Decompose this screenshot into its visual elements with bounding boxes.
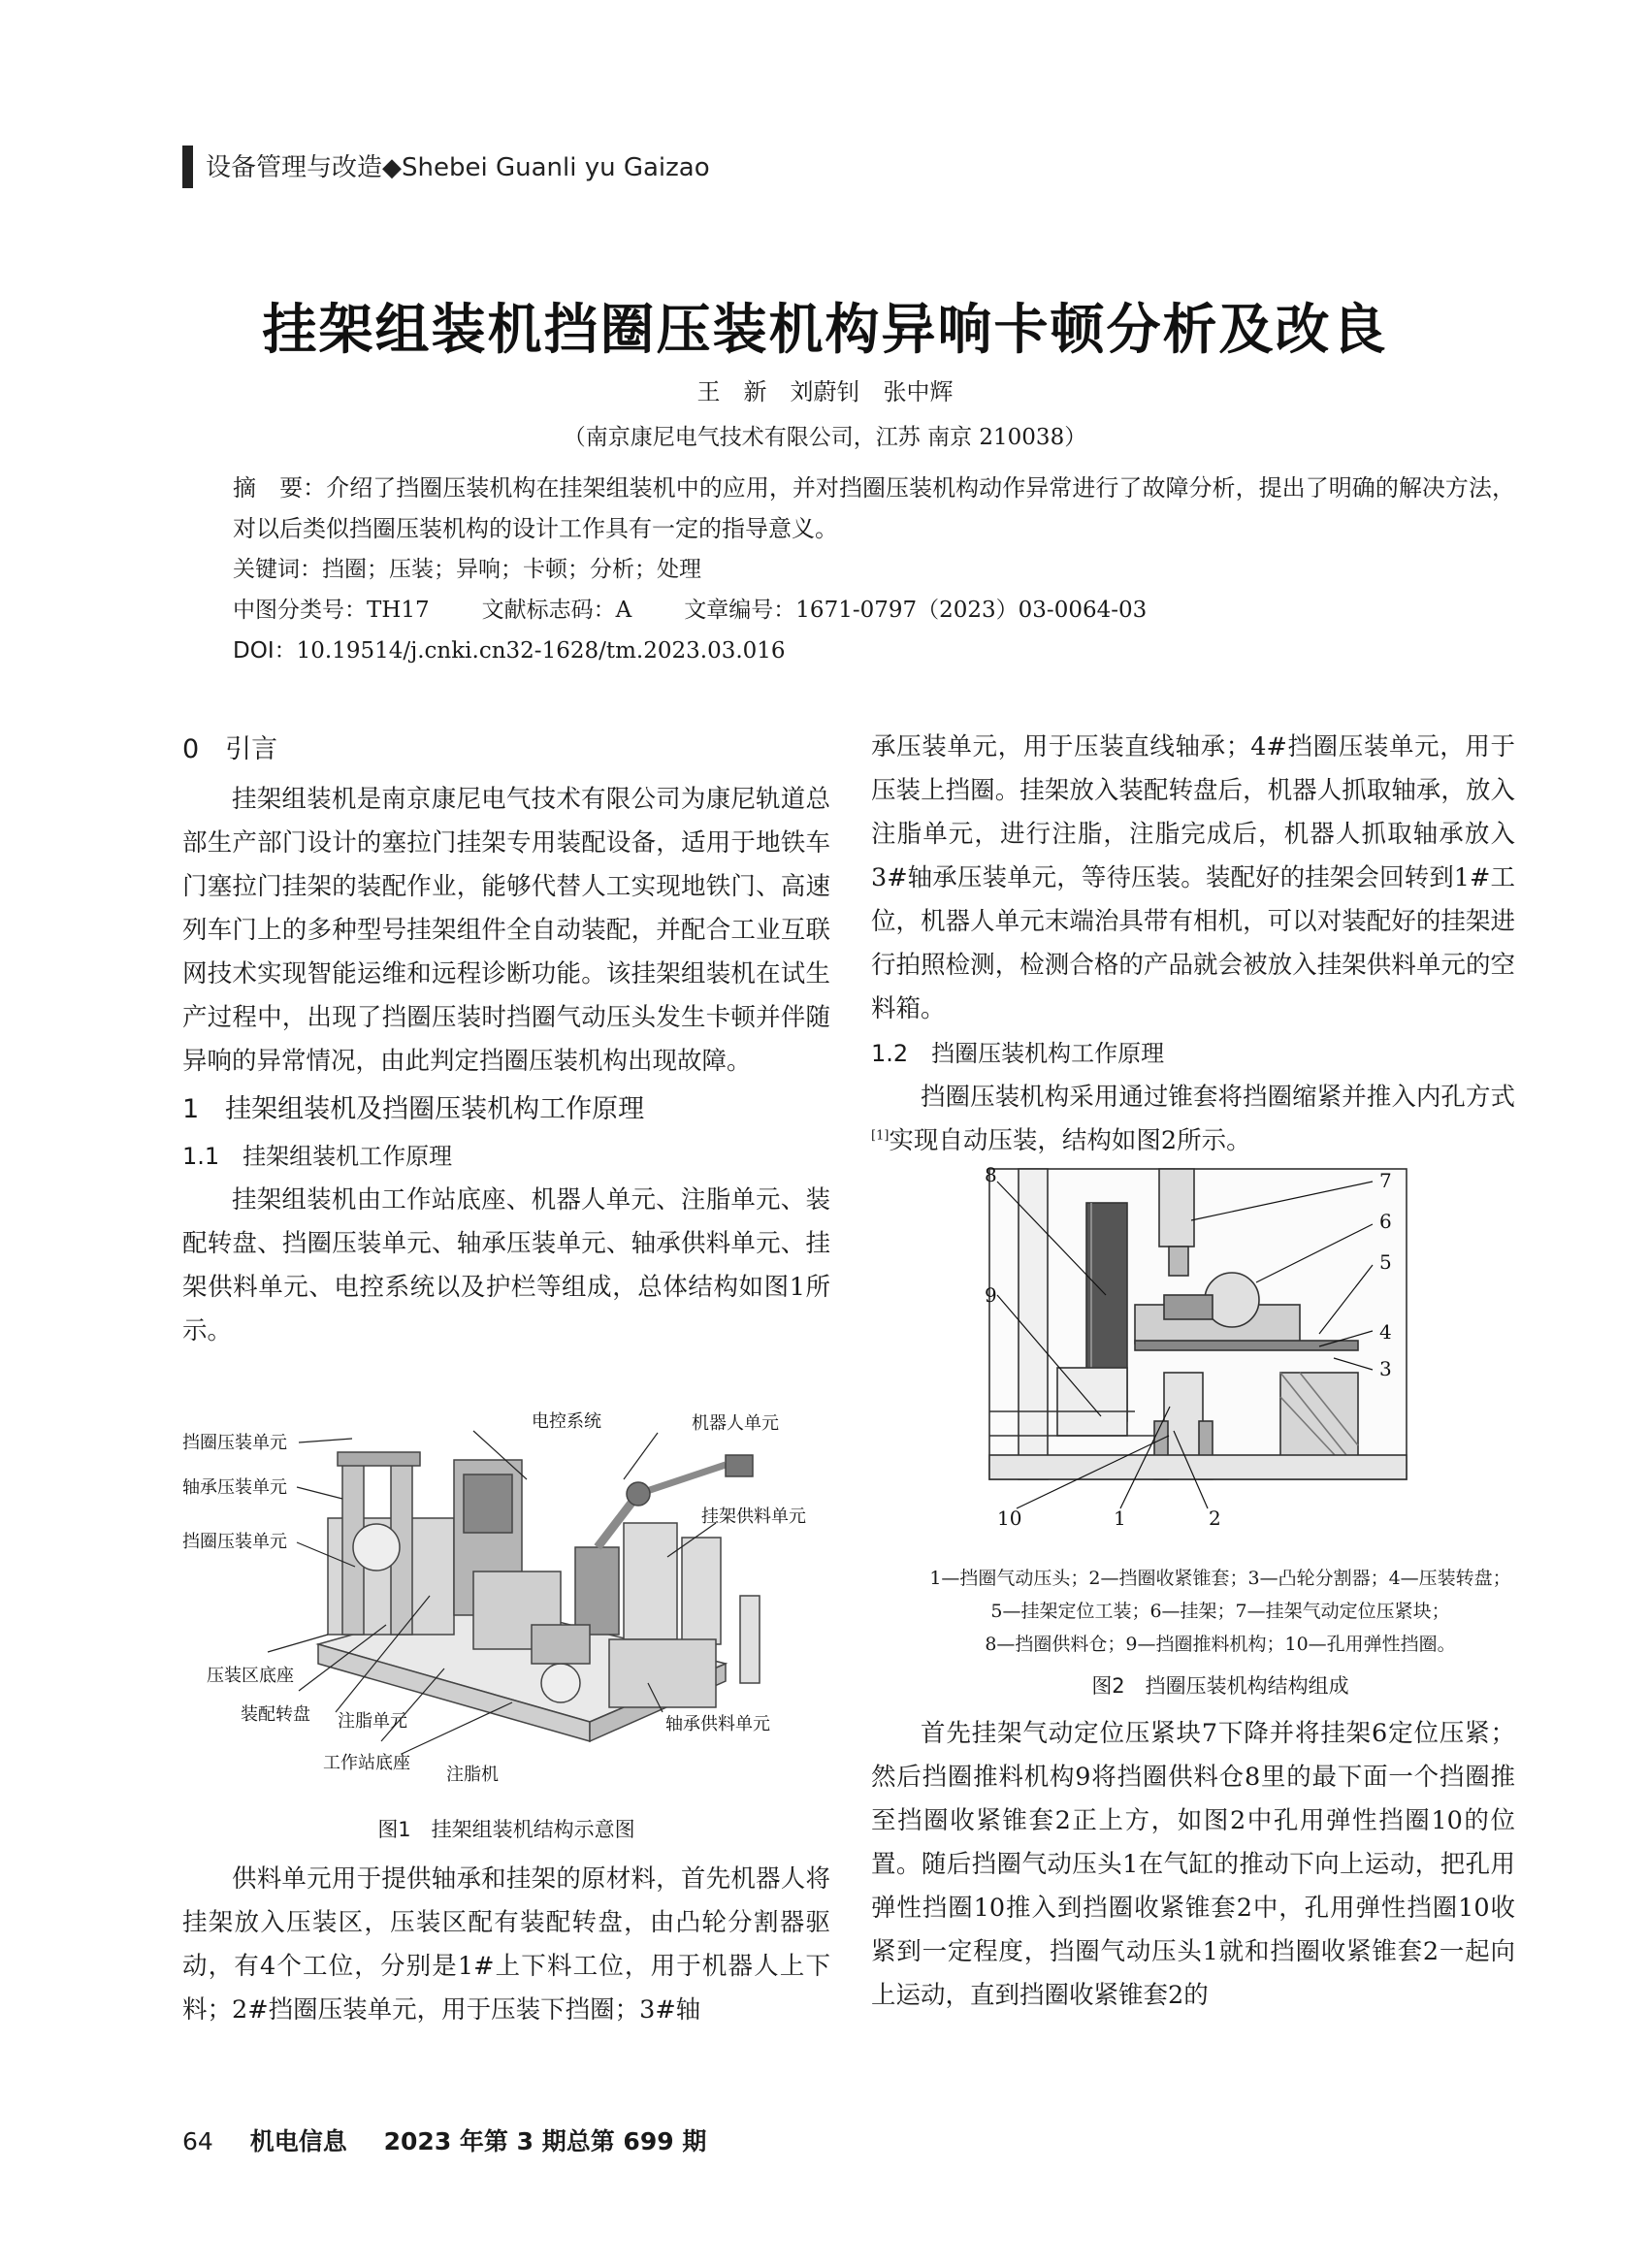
- clc-label: 中图分类号：: [233, 598, 367, 623]
- figure-2-legend-line: 8—挡圈供料仓；9—挡圈推料机构；10—孔用弹性挡圈。: [985, 1634, 1456, 1655]
- abstract-block: [233, 468, 1515, 671]
- figure-1-label-retaining-ring-unit-b: 挡圈压装单元: [182, 1532, 287, 1552]
- figure-1-label-station-base: 工作站底座: [323, 1753, 410, 1773]
- left-column-bottom: [182, 1858, 830, 2032]
- section-1-heading: 1 挂架组装机及挡圈压装机构工作原理: [182, 1094, 645, 1124]
- running-header: 设备管理与改造◆Shebei Guanli yu Gaizao: [206, 153, 710, 182]
- article-authors: 王 新 刘蔚钊 张中辉: [696, 378, 954, 405]
- page-number: 64: [182, 2127, 213, 2155]
- principle-text-b: 实现自动压装，结构如图2所示。: [889, 1126, 1251, 1155]
- doi-label: DOI：: [233, 638, 297, 664]
- clc-value: TH17: [367, 598, 430, 623]
- turntable-paragraph: 承压装单元，用于压装直线轴承；4#挡圈压装单元，用于压装上挡圈。挂架放入装配转盘后，机器人抓取轴承，放入注脂单元，进行注脂，注脂完成后，机器人抓取轴承放入3#轴承压装单元，等待压装。装配好的挂架会回转到1#工位，机器人单元末端治具带有相机，可以对装配好的挂架进行拍照检测，检测合格的产品就会被放入挂架供料单元的空料箱。: [871, 732, 1515, 1023]
- figure-2-label-2: 2: [1209, 1507, 1221, 1530]
- journal-name: 机电信息: [249, 2127, 347, 2155]
- figure-1-label-press-base: 压装区底座: [207, 1666, 294, 1686]
- operation-paragraph: 首先挂架气动定位压紧块7下降并将挂架6定位压紧；然后挡圈推料机构9将挡圈供料仓8里的最下面一个挡圈推至挡圈收紧锥套2正上方，如图2中孔用弹性挡圈10的位置。随后挡圈气动压头1在气缸的推动下向上运动，把孔用弹性挡圈10推入到挡圈收紧锥套2中，孔用弹性挡圈10收紧到一定程度，挡圈气动压头1就和挡圈收紧锥套2一起向上运动，直到挡圈收紧锥套2的: [871, 1719, 1515, 2010]
- left-column-top: [182, 726, 830, 1353]
- classification-line: [233, 590, 1515, 631]
- section-1-2-heading: 1.2 挡圈压装机构工作原理: [871, 1040, 1165, 1067]
- keywords: [233, 549, 1515, 590]
- page-footer: [182, 2122, 706, 2157]
- section-1-1-heading: 1.1 挂架组装机工作原理: [182, 1143, 453, 1170]
- doi-value: 10.19514/j.cnki.cn32-1628/tm.2023.03.016: [296, 638, 786, 664]
- figure-2-label-3: 3: [1379, 1357, 1392, 1380]
- figure-2-label-8: 8: [985, 1164, 997, 1186]
- figure-2-legend-line: 1—挡圈气动压头；2—挡圈收紧锥套；3—凸轮分割器；4—压装转盘；: [929, 1568, 1511, 1589]
- principle-paragraph: [871, 1076, 1515, 1163]
- principle-text-a: 挡圈压装机构采用通过锥套将挡圈缩紧并推入内孔方式: [921, 1083, 1515, 1112]
- figure-1-label-retaining-ring-unit-a: 挡圈压装单元: [182, 1433, 287, 1453]
- right-column-top: [871, 726, 1515, 1163]
- figure-2-label-4: 4: [1379, 1320, 1392, 1344]
- figure-1-label-greasing-unit: 注脂单元: [338, 1711, 407, 1732]
- figure-1-machine-diagram: [182, 1402, 830, 1799]
- figure-2-press-mechanism-diagram: [931, 1164, 1513, 1562]
- intro-paragraph: 挂架组装机是南京康尼电气技术有限公司为康尼轨道总部生产部门设计的塞拉门挂架专用装配设备，适用于地铁车门塞拉门挂架的装配作业，能够代替人工实现地铁门、高速列车门上的多种型号挂架组件全自动装配，并配合工业互联网技术实现智能运维和远程诊断功能。该挂架组装机在试生产过程中，出现了挡圈压装时挡圈气动压头发生卡顿并伴随异响的异常情况，由此判定挡圈压装机构出现故障。: [182, 785, 830, 1076]
- figure-2-legend-line: 5—挂架定位工装；6—挂架；7—挂架气动定位压紧块；: [990, 1601, 1450, 1622]
- figure-2-label-1: 1: [1114, 1507, 1126, 1530]
- figure-1-label-bearing-feed-unit: 轴承供料单元: [665, 1714, 770, 1734]
- figure-2-label-5: 5: [1379, 1250, 1392, 1274]
- abstract-text: 介绍了挡圈压装机构在挂架组装机中的应用，并对挡圈压装机构动作异常进行了故障分析，提出了明确的解决方法，对以后类似挡圈压装机构的设计工作具有一定的指导意义。: [233, 474, 1516, 542]
- article-affiliation: （南京康尼电气技术有限公司，江苏 南京 210038）: [563, 425, 1087, 450]
- feed-unit-paragraph: 供料单元用于提供轴承和挂架的原材料，首先机器人将挂架放入压装区，压装区配有装配转盘，由凸轮分割器驱动，有4个工位，分别是1#上下料工位，用于机器人上下料；2#挡圈压装单元，用于压装下挡圈；3#轴: [182, 1864, 830, 2025]
- figure-1-label-bearing-press-unit: 轴承压装单元: [182, 1477, 287, 1498]
- section-marker: [182, 146, 193, 188]
- doc-code-value: A: [615, 598, 632, 623]
- figure-1-label-control-system: 电控系统: [532, 1411, 601, 1432]
- doi: [233, 631, 1515, 671]
- figure-2-label-9: 9: [985, 1283, 997, 1307]
- figure-2-label-7: 7: [1379, 1169, 1392, 1192]
- figure-1-caption: 图1 挂架组装机结构示意图: [377, 1818, 635, 1841]
- right-column-bottom: [871, 1712, 1515, 2018]
- section-1-1-paragraph: 挂架组装机由工作站底座、机器人单元、注脂单元、装配转盘、挡圈压装单元、轴承压装单元、轴承供料单元、挂架供料单元、电控系统以及护栏等组成，总体结构如图1所示。: [182, 1185, 830, 1345]
- doc-code-label: 文献标志码：: [481, 598, 616, 623]
- figure-1-label-robot-unit: 机器人单元: [692, 1413, 779, 1434]
- figure-2-legend: [871, 1562, 1569, 1661]
- article-no-label: 文章编号：: [684, 598, 796, 623]
- figure-1-label-greaser: 注脂机: [446, 1765, 499, 1785]
- article-title: 挂架组装机挡圈压装机构异响卡顿分析及改良: [262, 299, 1388, 362]
- issue-info: 2023 年第 3 期总第 699 期: [383, 2127, 707, 2155]
- figure-2-caption: 图2 挡圈压装机构结构组成: [1091, 1674, 1349, 1698]
- abstract-label: 摘 要：: [233, 474, 327, 502]
- keywords-label: 关键词：: [233, 557, 322, 582]
- figure-2-label-10: 10: [997, 1507, 1022, 1530]
- article-no-value: 1671-0797（2023）03-0064-03: [795, 598, 1148, 623]
- figure-2-label-6: 6: [1379, 1210, 1392, 1233]
- figure-1-label-assembly-turntable: 装配转盘: [241, 1704, 310, 1725]
- figure-1-label-hanger-feed-unit: 挂架供料单元: [701, 1507, 806, 1527]
- keywords-text: 挡圈；压装；异响；卡顿；分析；处理: [322, 557, 701, 582]
- reference-1-marker[interactable]: [1]: [871, 1128, 890, 1144]
- abstract: [233, 468, 1515, 549]
- section-0-heading: 0 引言: [182, 734, 278, 764]
